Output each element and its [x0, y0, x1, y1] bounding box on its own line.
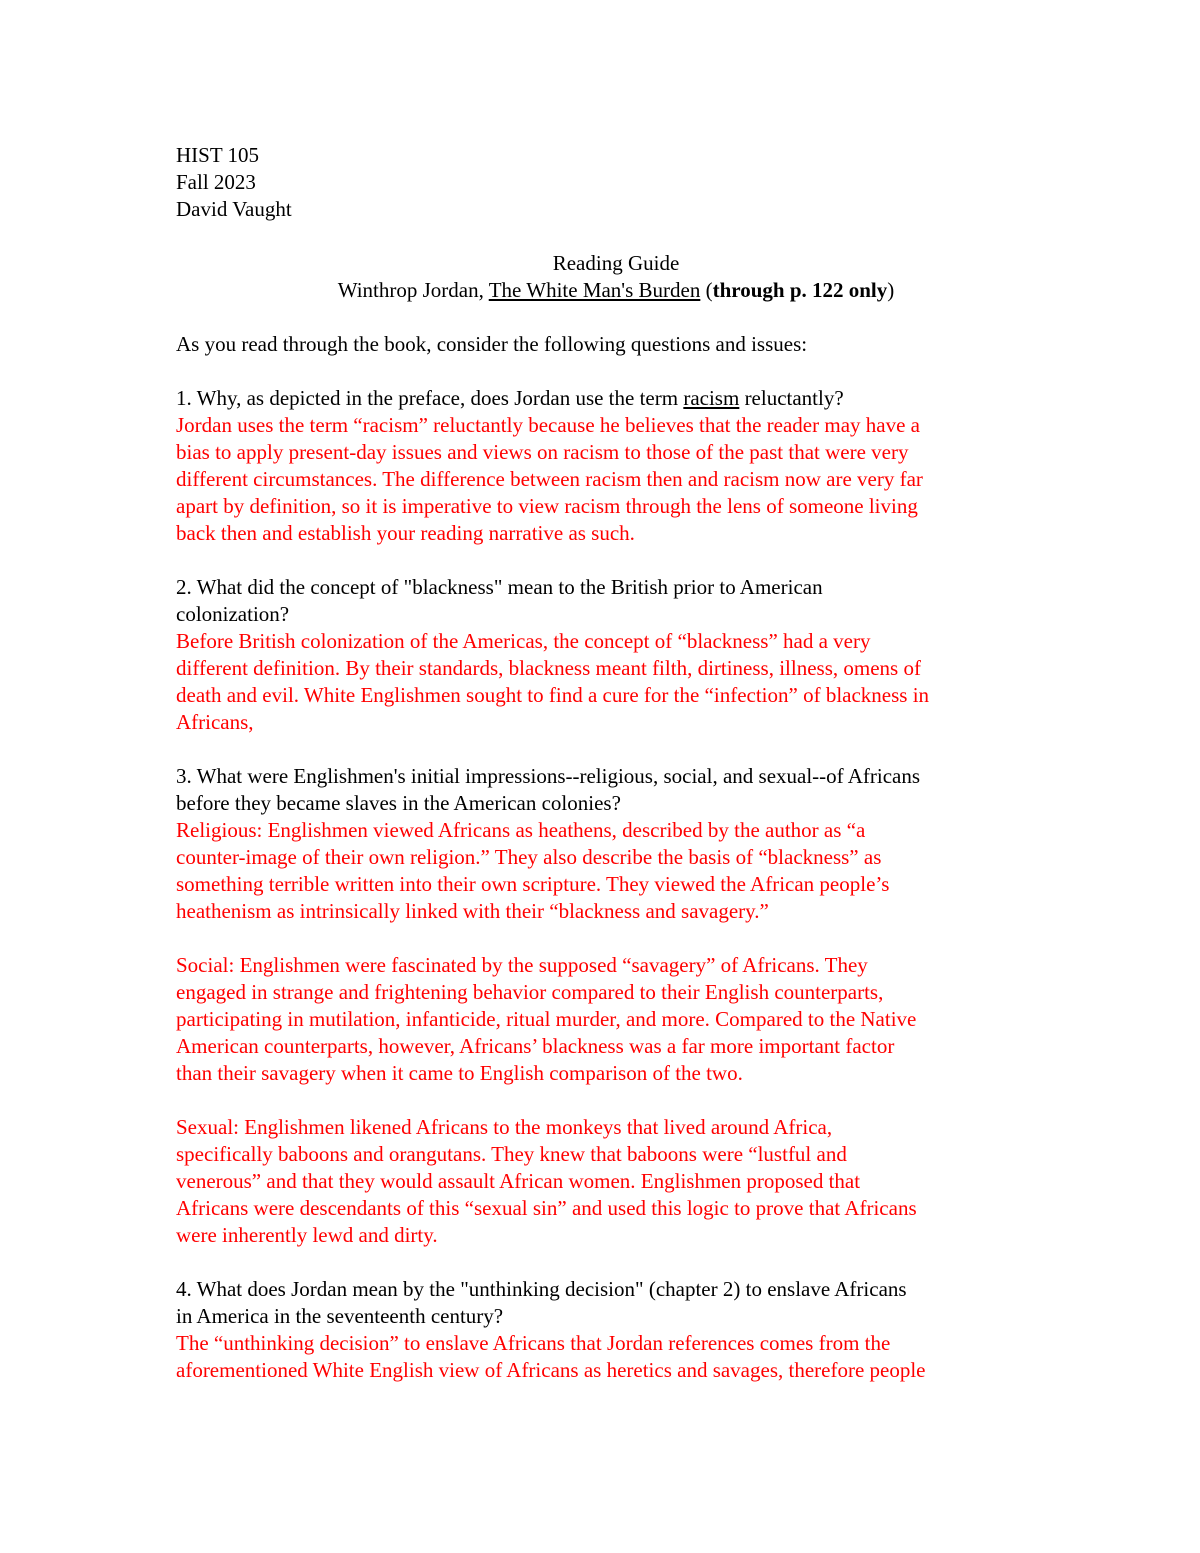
- answer-line: apart by definition, so it is imperative to view racism through the lens of someone living: [176, 494, 918, 518]
- q1-prefix: 1. Why, as depicted in the preface, does Jordan use the term: [176, 386, 684, 410]
- answer-line: something terrible written into their own scripture. They viewed the African people’s: [176, 872, 890, 896]
- answer-3-sexual: [176, 1114, 1056, 1249]
- answer-line: Sexual: Englishmen likened Africans to the monkeys that lived around Africa,: [176, 1115, 833, 1139]
- answer-1: [176, 412, 1056, 547]
- answer-line: participating in mutilation, infanticide, ritual murder, and more. Compared to the Native: [176, 1007, 917, 1031]
- answer-3-social: [176, 952, 1056, 1087]
- answer-line: Religious: Englishmen viewed Africans as heathens, described by the author as “a: [176, 818, 866, 842]
- reading-guide-heading: Reading Guide: [552, 251, 680, 275]
- answer-3-religious: [176, 817, 1056, 925]
- question-4: [176, 1276, 1056, 1384]
- paren-open: (: [700, 278, 713, 302]
- answer-line: Jordan uses the term “racism” reluctantly because he believes that the reader may have a: [176, 413, 920, 437]
- question-1: [176, 385, 1056, 547]
- instructor-name: David Vaught: [176, 197, 292, 221]
- question-2: [176, 574, 1056, 736]
- answer-line: heathenism as intrinsically linked with their “blackness and savagery.”: [176, 899, 769, 923]
- q1-suffix: reluctantly?: [739, 386, 844, 410]
- question-line: colonization?: [176, 602, 290, 626]
- book-reference: [176, 277, 1056, 304]
- q1-term: racism: [683, 386, 740, 410]
- answer-line: different circumstances. The difference between racism then and racism now are very far: [176, 467, 923, 491]
- answer-line: American counterparts, however, Africans’ blackness was a far more important factor: [176, 1034, 895, 1058]
- question-3: [176, 763, 1056, 1249]
- answer-line: engaged in strange and frightening behavior compared to their English counterparts,: [176, 980, 884, 1004]
- answer-line: bias to apply present-day issues and views on racism to those of the past that were very: [176, 440, 909, 464]
- answer-line: aforementioned White English view of Africans as heretics and savages, therefore people: [176, 1358, 926, 1382]
- document-page: [176, 142, 1056, 1384]
- question-line: 2. What did the concept of "blackness" mean to the British prior to American: [176, 575, 823, 599]
- answer-line: death and evil. White Englishmen sought to find a cure for the “infection” of blackness in: [176, 683, 930, 707]
- question-line: before they became slaves in the American colonies?: [176, 791, 621, 815]
- answer-line: than their savagery when it came to English comparison of the two.: [176, 1061, 743, 1085]
- answer-line: back then and establish your reading narrative as such.: [176, 521, 635, 545]
- answer-4: [176, 1330, 1056, 1384]
- intro-text: As you read through the book, consider the following questions and issues:: [176, 332, 808, 356]
- question-line: 4. What does Jordan mean by the "unthinking decision" (chapter 2) to enslave Africans: [176, 1277, 907, 1301]
- answer-line: counter-image of their own religion.” They also describe the basis of “blackness” as: [176, 845, 882, 869]
- answer-2: [176, 628, 1056, 736]
- answer-line: The “unthinking decision” to enslave Africans that Jordan references comes from the: [176, 1331, 891, 1355]
- question-line: in America in the seventeenth century?: [176, 1304, 504, 1328]
- question-line: 3. What were Englishmen's initial impressions--religious, social, and sexual--of Africans: [176, 764, 921, 788]
- question-1-text: [176, 385, 1056, 412]
- answer-line: different definition. By their standards, blackness meant filth, dirtiness, illness, omens of: [176, 656, 921, 680]
- term: Fall 2023: [176, 170, 256, 194]
- course-code: HIST 105: [176, 143, 260, 167]
- answer-line: were inherently lewd and dirty.: [176, 1223, 438, 1247]
- answer-line: specifically baboons and orangutans. They knew that baboons were “lustful and: [176, 1142, 847, 1166]
- answer-line: venerous” and that they would assault African women. Englishmen proposed that: [176, 1169, 861, 1193]
- answer-line: Social: Englishmen were fascinated by the supposed “savagery” of Africans. They: [176, 953, 868, 977]
- book-title: The White Man's Burden: [488, 278, 701, 302]
- course-header: [176, 142, 1056, 223]
- document-title: [176, 250, 1056, 304]
- page-scope: through p. 122 only: [712, 278, 888, 302]
- answer-line: Before British colonization of the Americas, the concept of “blackness” had a very: [176, 629, 871, 653]
- paren-close: ): [887, 278, 895, 302]
- author-prefix: Winthrop Jordan,: [337, 278, 489, 302]
- answer-line: Africans,: [176, 710, 254, 734]
- answer-line: Africans were descendants of this “sexual sin” and used this logic to prove that Africans: [176, 1196, 917, 1220]
